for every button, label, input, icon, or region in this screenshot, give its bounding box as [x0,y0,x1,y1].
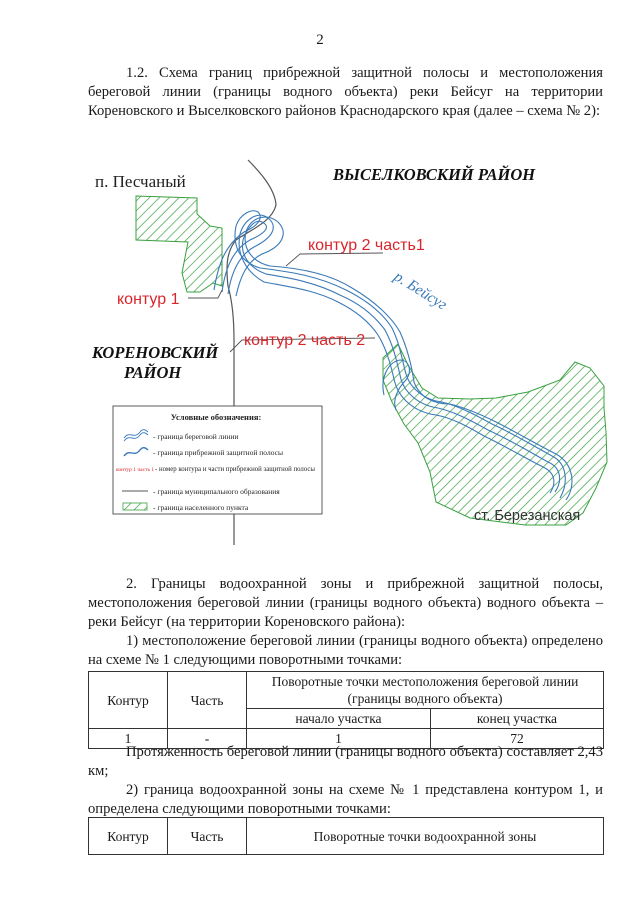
label-contour-2-part-2: контур 2 часть 2 [244,332,366,349]
legend-settlement-border-text: - граница населенного пункта [153,503,249,512]
label-berezanskaya: ст. Березанская [474,508,581,524]
legend-title: Условные обозначения: [170,412,262,422]
cell-contour: 1 [89,729,168,749]
item-2-paragraph: 2) граница водоохранной зоны на схеме № 1 представлена контуром 1, и определена следующими поворотными точками: [88,782,603,817]
coastline-points-table [88,671,604,749]
legend-municipal-border-text: - граница муниципального образования [153,487,280,496]
berezanskaya-settlement-area [383,344,607,525]
legend-protective-strip-text: - граница прибрежной защитной полосы [153,448,284,457]
legend-contour-number-text: - номер контура и части прибрежной защитной полосы [155,464,315,473]
item-1-paragraph: 1) местоположение береговой линии (границы водного объекта) определено на схеме № 1 следующими поворотными точками: [88,633,603,668]
coastline-length-paragraph: Протяженность береговой линии (границы водного объекта) составляет 2,43 км; [88,744,603,779]
cell-part: - [168,729,247,749]
map-legend [113,406,322,514]
section-2-paragraph: 2. Границы водоохранной зоны и прибрежной защитной полосы, местоположения береговой линии (границы водного объекта) водного объекта – реки Бейсуг (на территории Кореновского района): [88,576,603,630]
th2-part: Часть [168,818,247,855]
label-korenovsky-district-line1: КОРЕНОВСКИЙ [92,343,219,362]
label-vyselkovsky-district: ВЫСЕЛКОВСКИЙ РАЙОН [333,165,536,184]
label-river-beisug: р. Бейсуг [390,267,450,314]
river-scheme-map [80,150,620,545]
peschany-settlement-area [136,196,222,292]
settlement-border-icon [123,503,147,510]
cell-start: 1 [247,729,431,749]
label-contour-2-part-1: контур 2 часть1 [308,237,425,254]
th2-contour: Контур [89,818,168,855]
page-number: 2 [316,32,324,48]
th-contour: Контур [89,672,168,729]
label-contour-1: контур 1 [117,291,180,308]
legend-coastline-text: - граница береговой линии [153,432,239,441]
label-korenovsky-district-line2: РАЙОН [124,363,182,382]
th-end: конец участка [430,709,603,729]
intro-paragraph: 1.2. Схема границ прибрежной защитной полосы и местоположения береговой линии (границы водного объекта) реки Бейсуг на территории Кореновского и Выселковского районов Краснодарского края (далее – схема № 2): [88,65,603,119]
cell-end: 72 [430,729,603,749]
water-protection-points-table [88,817,604,855]
th-points: Поворотные точки местоположения береговой линии (границы водного объекта) [247,672,604,709]
th2-points: Поворотные точки водоохранной зоны [247,818,604,855]
th-start: начало участка [247,709,431,729]
th-part: Часть [168,672,247,729]
label-peschany: п. Песчаный [95,172,186,191]
contour-number-icon: контур 1 часть 1 [116,467,155,473]
